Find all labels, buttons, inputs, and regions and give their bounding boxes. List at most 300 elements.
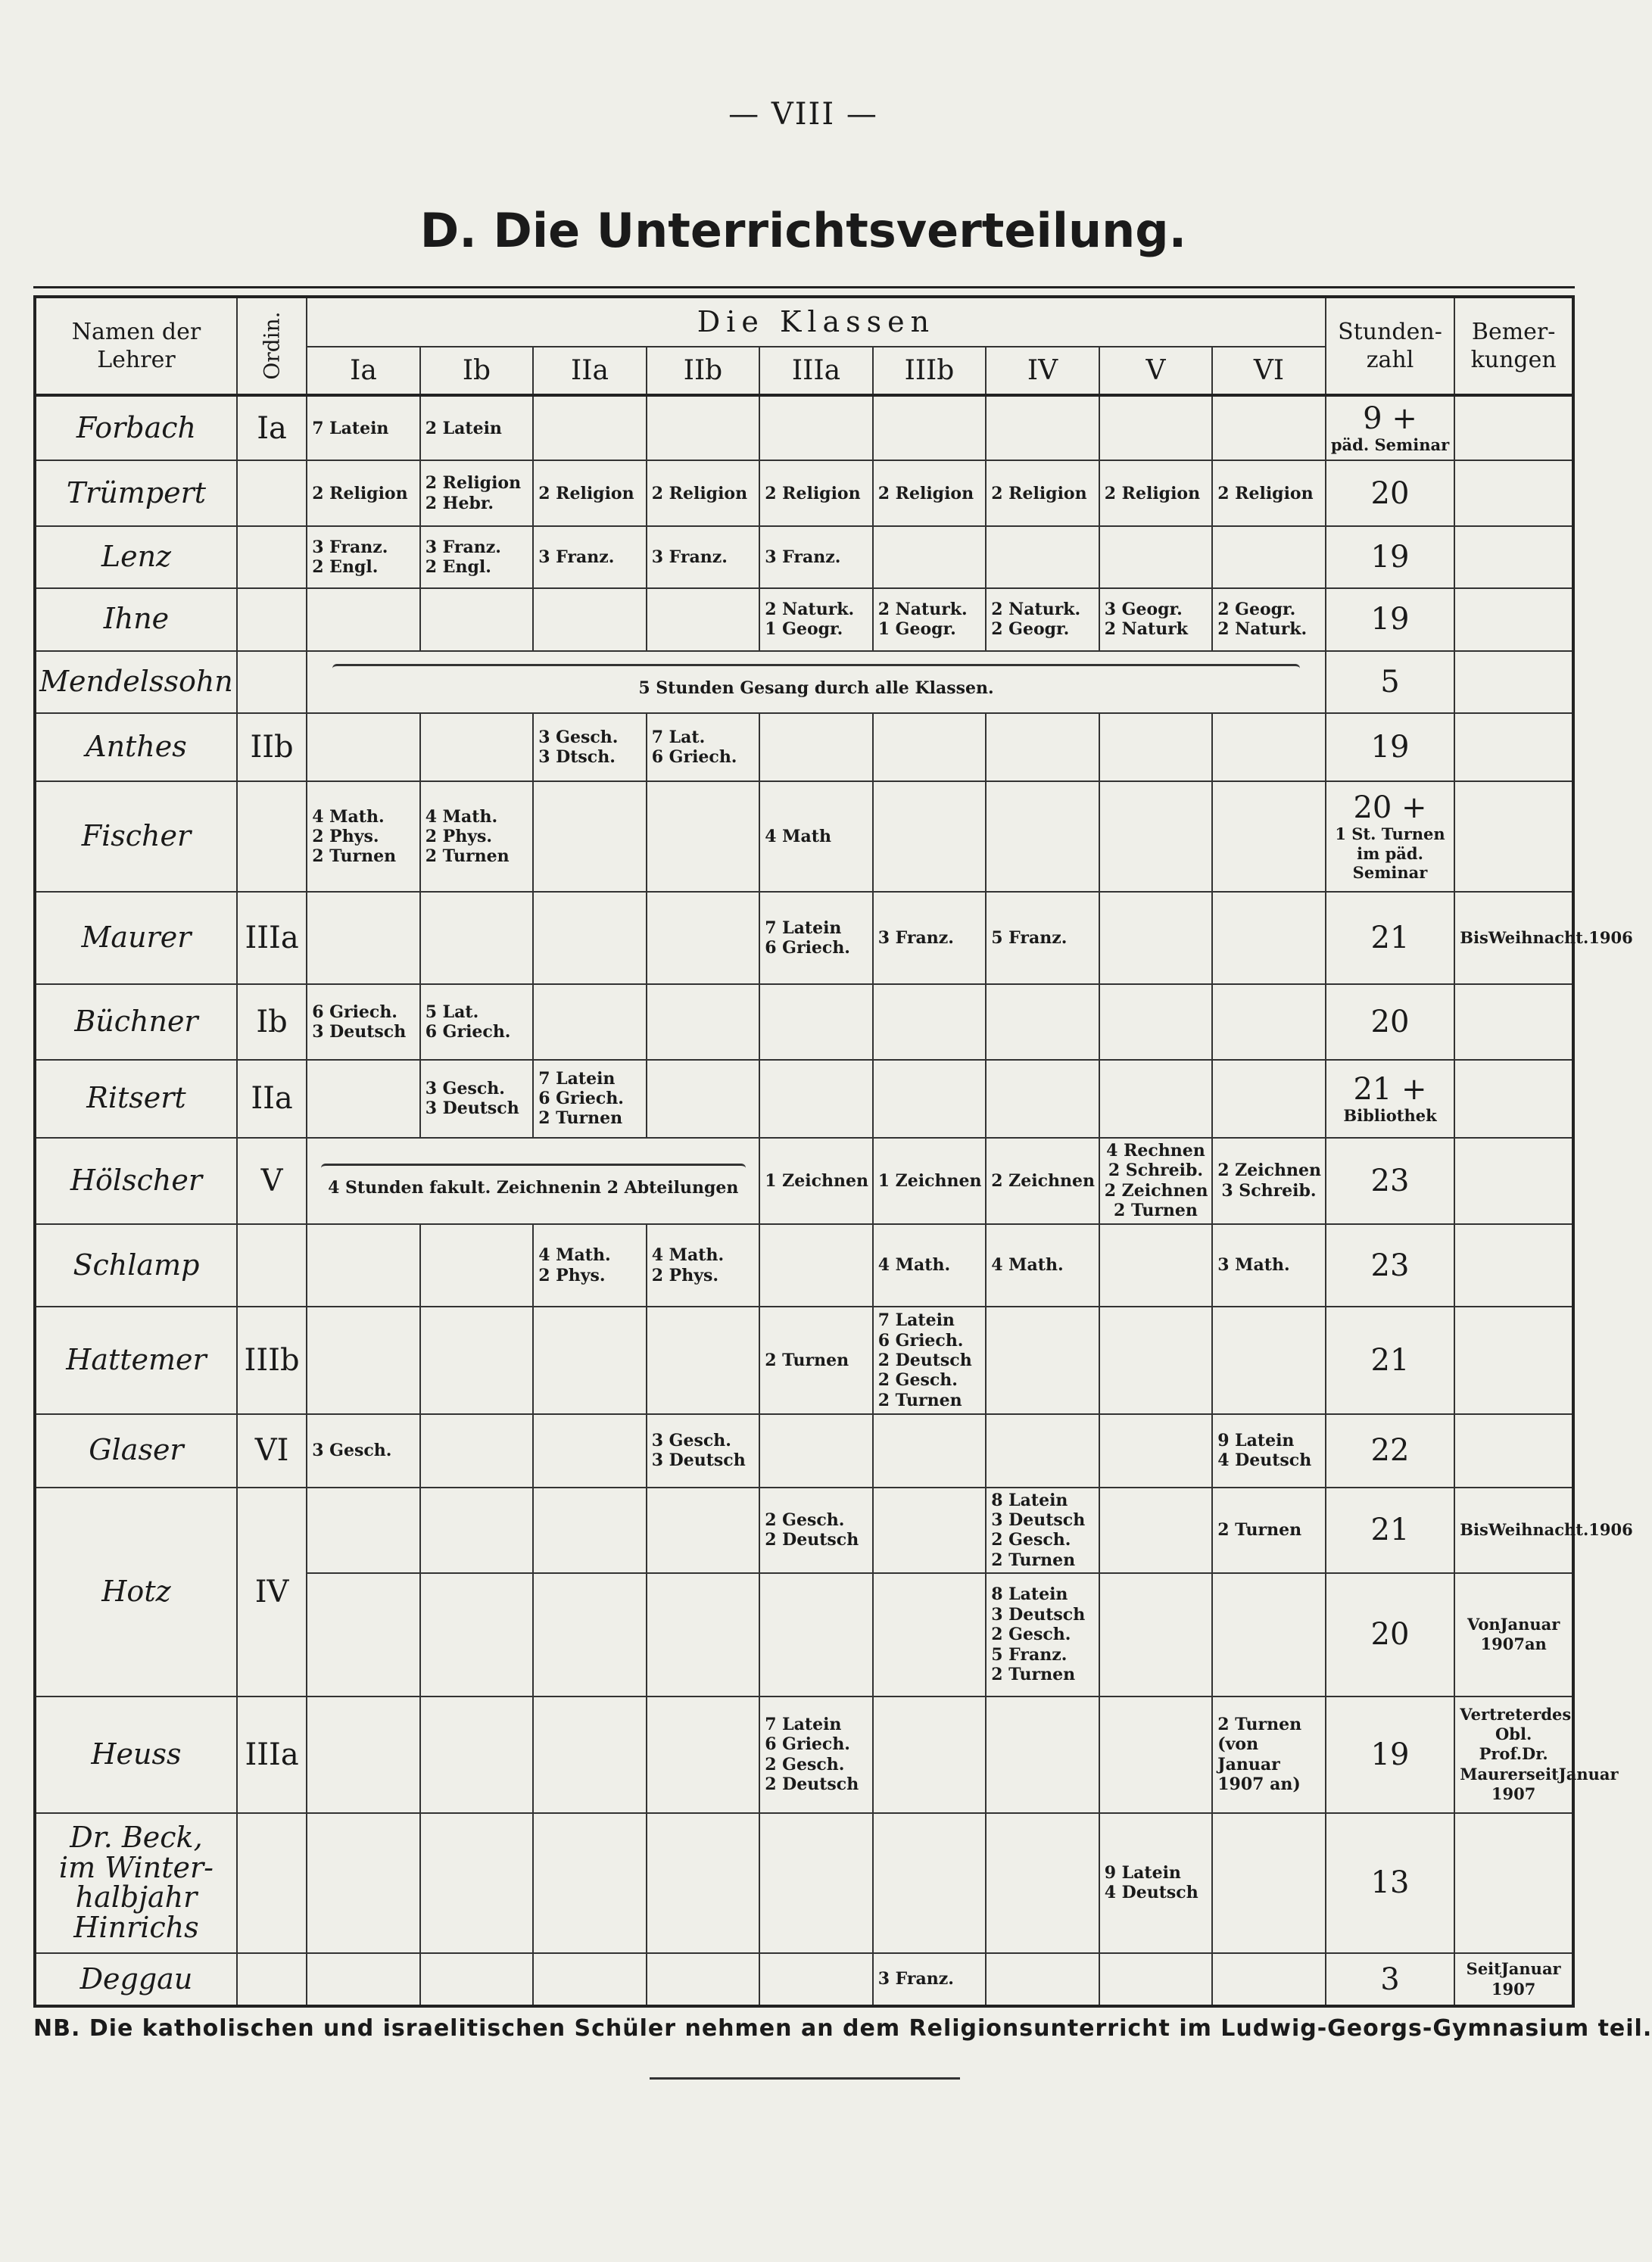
cell-line: Seit — [1466, 1959, 1501, 1979]
hours-value: 20 — [1370, 475, 1410, 511]
remark-cell — [1454, 1138, 1573, 1224]
class-cell — [307, 460, 420, 525]
table-row — [35, 588, 1573, 650]
cell-line: in 2 Abteilungen — [582, 1177, 739, 1198]
class-cell — [307, 588, 420, 650]
cell-line: 3 Deutsch — [991, 1604, 1086, 1625]
cell-line: Dr. Maurer — [1460, 1744, 1548, 1784]
class-cell — [986, 1060, 1099, 1138]
teacher-name — [35, 588, 237, 650]
class-cell — [759, 1060, 873, 1138]
teacher-name-line: Mendelssohn — [39, 664, 233, 698]
ordinarius — [237, 588, 307, 650]
cell-line: 3 Franz. — [425, 537, 501, 557]
teacher-name — [35, 713, 237, 782]
class-cell — [307, 1696, 420, 1813]
cell-line: 2 Religion — [651, 483, 748, 503]
cell-line: Weihnacht. — [1488, 928, 1589, 948]
class-cell — [647, 1307, 760, 1413]
cell-line: 7 Latein — [765, 918, 842, 938]
cell-line: Von — [1467, 1615, 1501, 1634]
class-cell — [1099, 781, 1213, 892]
teacher-name-line: Ritsert — [86, 1081, 186, 1115]
cell-line: 2 Gesch. — [991, 1530, 1071, 1550]
class-cell — [307, 1488, 420, 1573]
teacher-name-line: Trümpert — [66, 475, 207, 509]
page-title: D. Die Unterrichtsverteilung. — [419, 203, 1187, 258]
cell-line: 2 Religion — [1104, 483, 1201, 503]
remark-cell — [1454, 1573, 1573, 1696]
cell-line: 2 Naturk. — [991, 599, 1081, 619]
hours-value: 19 — [1370, 602, 1410, 637]
class-cell — [533, 1573, 647, 1696]
cell-line: 3 Deutsch — [651, 1450, 746, 1471]
class-cell — [1099, 1696, 1213, 1813]
class-cell — [420, 1573, 534, 1696]
cell-line: 7 Latein — [877, 1310, 955, 1331]
hours-cell — [1326, 526, 1455, 588]
table-row — [35, 395, 1573, 460]
table-row — [35, 1060, 1573, 1138]
class-cell — [1099, 1953, 1213, 2006]
class-cell — [986, 1573, 1099, 1696]
class-cell — [1212, 781, 1326, 892]
class-cell — [759, 1414, 873, 1488]
cell-line: 3 Gesch. — [425, 1078, 505, 1098]
class-cell — [1212, 1573, 1326, 1696]
hours-cell — [1326, 460, 1455, 525]
class-cell — [533, 395, 647, 460]
cell-line: 6 Griech. — [538, 1088, 624, 1108]
hours-cell — [1326, 651, 1455, 713]
cell-line: 2 Geogr. — [991, 619, 1070, 640]
class-cell — [1099, 1307, 1213, 1413]
teacher-name — [35, 1813, 237, 1954]
class-cell — [986, 1224, 1099, 1307]
cell-line: 2 Religion — [538, 483, 634, 503]
hours-value: 23 — [1370, 1248, 1410, 1283]
class-cell — [873, 460, 987, 525]
class-cell — [759, 588, 873, 650]
hours-note: Bibliothek — [1343, 1105, 1437, 1125]
class-cell — [1099, 1414, 1213, 1488]
cell-line: Bis — [1460, 928, 1488, 948]
cell-line: 4 Math. — [651, 1245, 725, 1266]
teacher-name-line: Fischer — [81, 819, 192, 853]
class-cell — [759, 1307, 873, 1413]
teacher-name-line: Glaser — [89, 1433, 184, 1467]
class-cell — [420, 1488, 534, 1573]
class-cell — [759, 1953, 873, 2006]
hours-value: 21 — [1370, 1343, 1410, 1379]
cell-line: 3 Dtsch. — [538, 747, 616, 768]
class-cell — [420, 1953, 534, 2006]
teacher-name-line: Ihne — [103, 602, 170, 636]
cell-line: 2 Turnen — [1217, 1714, 1302, 1734]
class-cell — [307, 1813, 420, 1954]
class-cell — [759, 395, 873, 460]
ordinarius: IIa — [237, 1060, 307, 1138]
hours-value: 22 — [1370, 1433, 1410, 1469]
cell-line: 9 Latein — [1104, 1863, 1181, 1883]
ordinarius: V — [237, 1138, 307, 1224]
class-cell — [759, 892, 873, 984]
cell-line: 4 Deutsch — [1104, 1883, 1198, 1903]
class-cell — [307, 395, 420, 460]
cell-line: 9 Latein — [1217, 1430, 1295, 1450]
teacher-name — [35, 526, 237, 588]
table-row — [35, 1696, 1573, 1813]
cell-line: 2 Phys. — [425, 827, 493, 847]
class-cell — [1099, 460, 1213, 525]
remark-cell — [1454, 1813, 1573, 1954]
class-cell — [647, 1060, 760, 1138]
cell-line: seit — [1526, 1764, 1559, 1784]
class-cell — [307, 781, 420, 892]
cell-line: Vertreter — [1460, 1704, 1541, 1724]
cell-line: Bis — [1460, 1520, 1488, 1540]
class-cell — [647, 1813, 760, 1954]
class-cell — [533, 1953, 647, 2006]
class-cell — [986, 526, 1099, 588]
cell-line: 4 Rechnen — [1106, 1141, 1205, 1161]
cell-line: 4 Math. — [538, 1245, 611, 1266]
cell-line: Weihnacht. — [1488, 1520, 1589, 1540]
cell-line: 3 Franz. — [765, 547, 841, 567]
class-cell — [986, 460, 1099, 525]
remark-cell — [1454, 1488, 1633, 1573]
teacher-name-line: Deggau — [79, 1961, 193, 1996]
class-cell — [1099, 395, 1213, 460]
class-cell — [533, 984, 647, 1059]
table-row — [35, 1307, 1573, 1413]
hours-value: 20 + — [1353, 790, 1427, 826]
class-cell — [1099, 526, 1213, 588]
header-class: IV — [986, 347, 1099, 395]
remark-cell — [1454, 1224, 1573, 1307]
teacher-name-line: Hotz — [101, 1574, 171, 1608]
header-class: IIb — [647, 347, 760, 395]
table-row — [35, 460, 1573, 525]
class-cell — [647, 460, 760, 525]
cell-line: 3 Geogr. — [1104, 599, 1183, 619]
table-row — [35, 651, 1573, 713]
header-class: Ia — [307, 347, 420, 395]
class-cell — [1212, 984, 1326, 1059]
hours-cell — [1326, 1224, 1455, 1307]
hours-cell — [1326, 395, 1455, 460]
ordinarius — [237, 781, 307, 892]
cell-line: 1 Geogr. — [765, 619, 843, 640]
class-cell — [533, 460, 647, 525]
cell-line: 2 Turnen — [425, 846, 510, 867]
class-cell — [1212, 1414, 1326, 1488]
cell-line: 3 Gesch. — [312, 1441, 392, 1461]
top-rule — [33, 286, 1575, 288]
teacher-name-line: Hinrichs — [73, 1911, 199, 1945]
cell-line: 7 Latein — [312, 418, 389, 438]
cell-line: 2 Turnen — [312, 846, 397, 867]
class-cell — [986, 892, 1099, 984]
teacher-name-line: Maurer — [81, 921, 192, 955]
class-cell — [873, 1573, 987, 1696]
hours-value: 3 — [1380, 1961, 1400, 1997]
cell-line: 3 Deutsch — [425, 1098, 519, 1119]
cell-line: 6 Griech. — [425, 1021, 511, 1042]
class-cell — [420, 526, 534, 588]
class-cell — [420, 395, 534, 460]
class-cell — [647, 1224, 760, 1307]
class-cell — [759, 1138, 873, 1224]
distribution-table — [33, 295, 1633, 2008]
teacher-name — [35, 395, 237, 460]
cell-line: 2 Turnen — [991, 1665, 1076, 1684]
class-cell — [873, 1813, 987, 1954]
class-cell — [533, 892, 647, 984]
cell-line: 6 Griech. — [651, 747, 737, 768]
table-row — [35, 713, 1573, 782]
span-text: 5 Stunden Gesang durch alle Klassen. — [638, 678, 994, 699]
ordinarius — [237, 526, 307, 588]
class-cell — [759, 713, 873, 782]
cell-line: 1 Zeichnen — [765, 1170, 868, 1191]
table-row — [35, 892, 1573, 984]
teacher-name — [35, 892, 237, 984]
class-cell — [307, 1224, 420, 1307]
cell-line: 2 Phys. — [651, 1265, 719, 1285]
remark-cell — [1454, 781, 1573, 892]
teacher-name — [35, 984, 237, 1059]
class-cell — [420, 781, 534, 892]
class-cell — [873, 781, 987, 892]
class-cell — [873, 1696, 987, 1813]
hours-cell — [1326, 713, 1455, 782]
cell-line: 3 Gesch. — [651, 1430, 731, 1450]
class-cell — [533, 1307, 647, 1413]
class-cell — [986, 1488, 1099, 1573]
class-cell — [873, 713, 987, 782]
hours-cell — [1326, 1138, 1455, 1224]
table-row — [35, 781, 1573, 892]
teacher-name-line: Dr. Beck, — [70, 1820, 203, 1854]
class-cell — [420, 984, 534, 1059]
class-cell — [1212, 1224, 1326, 1307]
cell-line: 3 Franz. — [538, 547, 615, 567]
cell-line: 1906 — [1588, 928, 1633, 948]
remark-cell — [1454, 651, 1573, 713]
cell-line: 5 Franz. — [991, 927, 1068, 948]
header-class: VI — [1212, 347, 1326, 395]
class-cell — [307, 892, 420, 984]
remark-cell — [1454, 526, 1573, 588]
cell-line: 4 Math. — [991, 1255, 1064, 1276]
hours-value: 9 + — [1363, 401, 1417, 437]
table-row — [35, 1953, 1573, 2006]
hours-value: 19 — [1370, 730, 1410, 765]
cell-line: 2 Turnen — [877, 1390, 962, 1410]
table-row — [35, 1224, 1573, 1307]
class-cell — [647, 1696, 760, 1813]
hours-cell — [1326, 1813, 1455, 1954]
class-cell — [1212, 1953, 1326, 2006]
class-cell — [420, 588, 534, 650]
class-cell — [759, 1813, 873, 1954]
class-cell — [647, 1414, 760, 1488]
cell-line: 2 Geogr. — [1217, 599, 1296, 619]
ordinarius — [237, 1953, 307, 2006]
ordinarius: IIIa — [237, 1696, 307, 1813]
remark-cell — [1454, 395, 1573, 460]
ordinarius — [237, 1813, 307, 1954]
footnote: NB. Die katholischen und israelitischen Schüler nehmen an dem Religionsunterricht im Ludwig-Georgs-Gymnasium teil. — [33, 2015, 1652, 2042]
cell-line: 3 Math. — [1217, 1255, 1290, 1276]
hours-value: 20 — [1370, 1004, 1410, 1039]
table-row — [35, 984, 1573, 1059]
class-cell — [647, 781, 760, 892]
header-ordin: Ordin. — [237, 297, 307, 395]
class-cell — [873, 1414, 987, 1488]
hours-value: 21 — [1370, 1513, 1410, 1548]
cell-line: 3 Franz. — [877, 1969, 954, 1989]
cell-line: 2 Religion — [877, 483, 974, 503]
cell-line: Januar 1907 — [1491, 1959, 1561, 1999]
teacher-name — [35, 1224, 237, 1307]
class-cell — [533, 588, 647, 650]
cell-line: 2 Religion — [425, 473, 522, 494]
hours-value: 23 — [1370, 1163, 1410, 1198]
class-cell — [1212, 1696, 1326, 1813]
remark-cell — [1454, 892, 1633, 984]
hours-value: 5 — [1380, 664, 1400, 699]
hours-note: päd. Seminar — [1330, 435, 1450, 455]
class-cell — [759, 781, 873, 892]
class-cell — [1099, 1573, 1213, 1696]
class-cell — [986, 1696, 1099, 1813]
cell-line: 2 Gesch. — [991, 1625, 1071, 1645]
cell-line: 3 Gesch. — [538, 727, 619, 747]
singing-span-cell — [307, 651, 1326, 713]
hours-value: 20 — [1370, 1617, 1410, 1653]
class-cell — [533, 781, 647, 892]
class-cell — [1212, 460, 1326, 525]
hours-cell — [1326, 1696, 1455, 1813]
ordinarius: VI — [237, 1414, 307, 1488]
class-cell — [1099, 1813, 1213, 1954]
teacher-name-line: Lenz — [101, 540, 172, 574]
cell-line: 2 Turnen — [1217, 1520, 1302, 1541]
class-cell — [873, 588, 987, 650]
class-cell — [986, 1414, 1099, 1488]
cell-line: 4 Stunden fakult. Zeichnen — [328, 1177, 583, 1198]
class-cell — [307, 526, 420, 588]
teacher-name-line: im Winter- — [58, 1850, 214, 1884]
class-cell — [759, 1488, 873, 1573]
class-cell — [420, 892, 534, 984]
cell-line: 2 Hebr. — [425, 493, 494, 513]
class-cell — [533, 1060, 647, 1138]
cell-line: 2 Engl. — [425, 557, 491, 578]
class-cell — [307, 984, 420, 1059]
class-cell — [647, 588, 760, 650]
remark-cell — [1454, 460, 1573, 525]
cell-line: 4 Deutsch — [1217, 1450, 1312, 1471]
remark-cell — [1454, 588, 1573, 650]
class-cell — [307, 1060, 420, 1138]
class-cell — [647, 1488, 760, 1573]
cell-line: 3 Deutsch — [991, 1510, 1086, 1531]
teacher-name — [35, 1414, 237, 1488]
teacher-name — [35, 460, 237, 525]
class-cell — [307, 713, 420, 782]
cell-line: 2 Zeichnen — [1104, 1180, 1208, 1201]
hours-cell — [1326, 1488, 1455, 1573]
class-cell — [986, 1307, 1099, 1413]
table-row — [35, 1414, 1573, 1488]
cell-line: 2 Gesch. — [765, 1754, 845, 1774]
class-cell — [986, 1813, 1099, 1954]
header-stundenzahl: Stunden-zahl — [1326, 297, 1455, 395]
teacher-name-line: Heuss — [91, 1737, 182, 1771]
class-cell — [533, 1813, 647, 1954]
cell-line: 3 Franz. — [651, 547, 728, 567]
table-row — [35, 1138, 1573, 1224]
header-bemerkungen: Bemer-kungen — [1454, 297, 1573, 395]
table-row — [35, 1488, 1573, 1573]
cell-line: 2 Religion — [1217, 483, 1314, 503]
class-cell — [533, 526, 647, 588]
cell-line: 6 Griech. — [312, 1002, 397, 1022]
hours-cell — [1326, 1307, 1455, 1413]
class-cell — [1099, 1138, 1213, 1224]
class-cell — [1212, 526, 1326, 588]
teacher-name — [35, 1696, 237, 1813]
class-cell — [873, 1307, 987, 1413]
end-rule — [650, 2077, 960, 2080]
cell-line: 7 Latein — [765, 1714, 842, 1734]
class-cell — [420, 1813, 534, 1954]
cell-line: 5 Franz. — [991, 1644, 1068, 1665]
class-cell — [1212, 1488, 1326, 1573]
class-cell — [986, 781, 1099, 892]
cell-line: 6 Griech. — [877, 1330, 964, 1351]
cell-line: 3 Franz. — [877, 927, 954, 948]
class-cell — [873, 984, 987, 1059]
class-cell — [533, 1488, 647, 1573]
class-cell — [759, 984, 873, 1059]
hours-note: 1 St. Turnen — [1335, 824, 1445, 844]
class-cell — [1099, 984, 1213, 1059]
class-cell — [647, 1953, 760, 2006]
teacher-name — [35, 1060, 237, 1138]
hours-cell — [1326, 781, 1455, 892]
ordinarius: Ib — [237, 984, 307, 1059]
teacher-name — [35, 1488, 237, 1696]
cell-line: 2 Gesch. — [765, 1510, 845, 1531]
class-cell — [986, 588, 1099, 650]
class-cell — [1099, 713, 1213, 782]
remark-cell — [1454, 984, 1573, 1059]
class-cell — [1099, 1060, 1213, 1138]
class-cell — [307, 1414, 420, 1488]
cell-line: 1 Geogr. — [877, 619, 956, 640]
cell-line: 3 Schreib. — [1221, 1180, 1317, 1201]
class-cell — [647, 713, 760, 782]
cell-line: 2 Turnen — [1114, 1201, 1198, 1221]
cell-line: 8 Latein — [991, 1490, 1068, 1510]
cell-line: 2 Naturk — [1104, 619, 1189, 640]
remark-cell — [1454, 1696, 1619, 1813]
class-cell — [986, 1953, 1099, 2006]
